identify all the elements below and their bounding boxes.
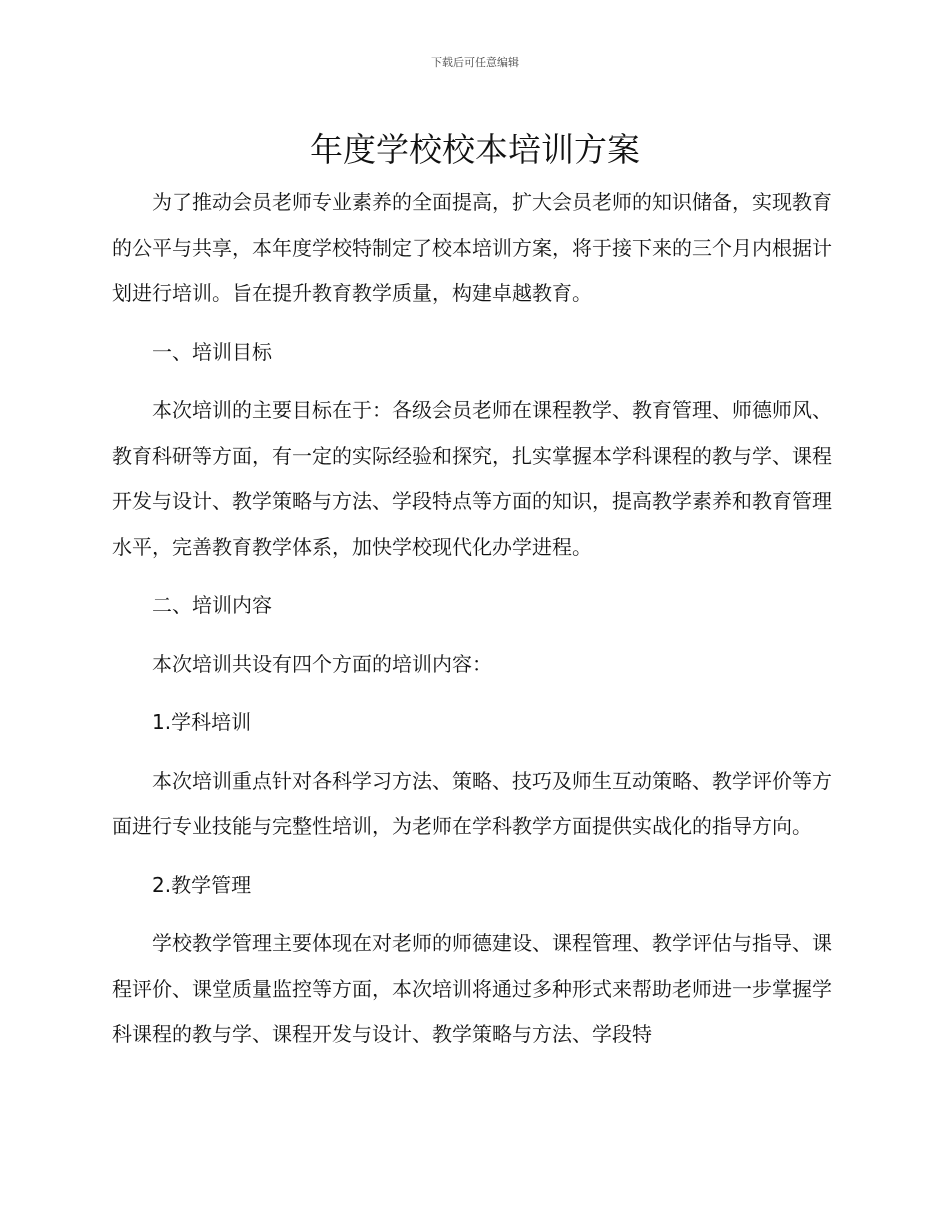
header-note: 下载后可任意编辑 xyxy=(431,56,519,69)
goals-paragraph: 本次培训的主要目标在于：各级会员老师在课程教学、教育管理、师德师风、教育科研等方面，有一定的实际经验和探究，扎实掌握本学科课程的教与学、课程开发与设计、教学策略与方法、学段特点等方面的知识，提高教学素养和教育管理水平，完善教育教学体系，加快学校现代化办学进程。 xyxy=(112,398,832,559)
subheading-subject-training: 1.学科培训 xyxy=(152,710,252,734)
section-heading-content: 二、培训内容 xyxy=(152,593,272,617)
document-body xyxy=(112,180,832,1058)
section-heading-goals: 一、培训目标 xyxy=(152,339,272,364)
intro-paragraph: 为了推动会员老师专业素养的全面提高，扩大会员老师的知识储备，实现教育的公平与共享，本年度学校特制定了校本培训方案，将于接下来的三个月内根据计划进行培训。旨在提升教育教学质量，构建卓越教育。 xyxy=(112,190,832,305)
subject-training-paragraph: 本次培训重点针对各科学习方法、策略、技巧及师生互动策略、教学评价等方面进行专业技能与完整性培训，为老师在学科教学方面提供实战化的指导方向。 xyxy=(112,768,832,838)
teaching-management-paragraph: 学校教学管理主要体现在对老师的师德建设、课程管理、教学评估与指导、课程评价、课堂质量监控等方面，本次培训将通过多种形式来帮助老师进一步掌握学科课程的教与学、课程开发与设计、教学策略与方法、学段特 xyxy=(112,931,832,1046)
subheading-teaching-management: 2.教学管理 xyxy=(152,872,252,897)
document-title: 年度学校校本培训方案 xyxy=(310,130,640,169)
content-intro-paragraph: 本次培训共设有四个方面的培训内容： xyxy=(152,651,492,676)
